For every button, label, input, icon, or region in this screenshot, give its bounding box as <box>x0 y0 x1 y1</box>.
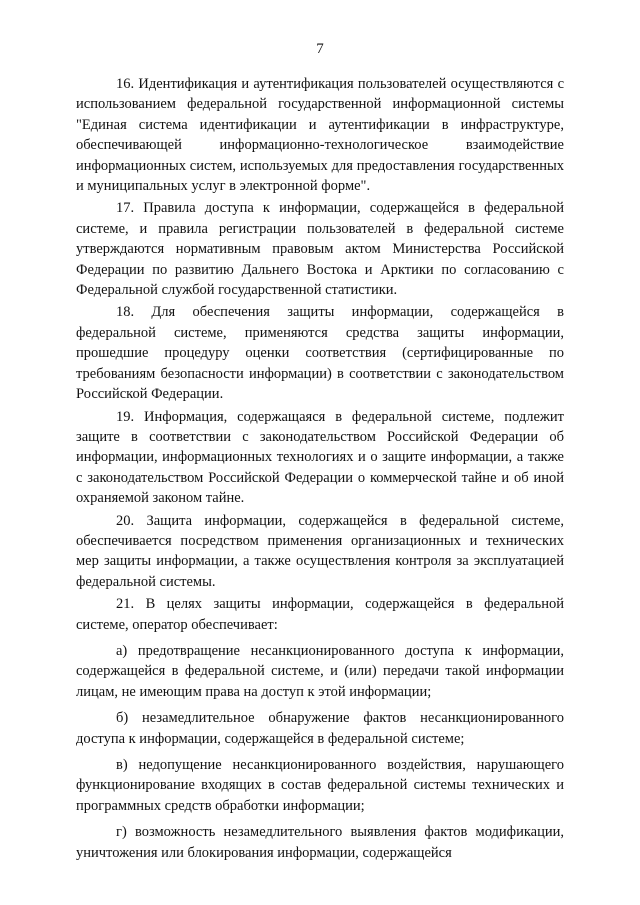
paragraph-18: 18. Для обеспечения защиты информации, содержащейся в федеральной системе, применяются средства защиты информации, прошедшие процедуру оценки соответствия (сертифицированные по требованиям безопасности информации) в соответствии с законодательством Российской Федерации. <box>76 304 564 403</box>
paragraph-21-g: г) возможность незамедлительного выявления фактов модификации, уничтожения или блокирования информации, содержащейся <box>76 824 564 861</box>
paragraph-16: 16. Идентификация и аутентификация пользователей осуществляются с использованием федеральной государственной информационной системы "Единая система идентификации и аутентификации в инфраструктуре, обеспечивающей информационно-технологическое взаимодействие информационных систем, используемых для предоставления государственных и муниципальных услуг в электронной форме". <box>76 76 564 195</box>
document-body <box>76 74 564 863</box>
paragraph-17: 17. Правила доступа к информации, содержащейся в федеральной системе, и правила регистрации пользователей в федеральной системе утверждаются нормативным правовым актом Министерства Российской Федерации по развитию Дальнего Востока и Арктики по согласованию с Федеральной службой государственной статистики. <box>76 200 564 299</box>
page-number: 7 <box>316 41 324 57</box>
paragraph-19: 19. Информация, содержащаяся в федеральной системе, подлежит защите в соответствии с законодательством Российской Федерации об информации, информационных технологиях и о защите информации, а также с законодательством Российской Федерации о коммерческой тайне и об иной охраняемой законом тайне. <box>76 408 564 507</box>
paragraph-21-v: в) недопущение несанкционированного воздействия, нарушающего функционирование входящих в состав федеральной системы технических и программных средств обработки информации; <box>76 757 564 814</box>
paragraph-21-b: б) незамедлительное обнаружение фактов несанкционированного доступа к информации, содержащейся в федеральной системе; <box>76 710 564 747</box>
paragraph-20: 20. Защита информации, содержащейся в федеральной системе, обеспечивается посредством применения организационных и технических мер защиты информации, а также осуществления контроля за эксплуатацией федеральной системы. <box>76 512 564 590</box>
paragraph-21-a: а) предотвращение несанкционированного доступа к информации, содержащейся в федеральной системе, и (или) передачи такой информации лицам, не имеющим права на доступ к этой информации; <box>76 642 564 700</box>
paragraph-21: 21. В целях защиты информации, содержащейся в федеральной системе, оператор обеспечивает: <box>76 596 564 633</box>
